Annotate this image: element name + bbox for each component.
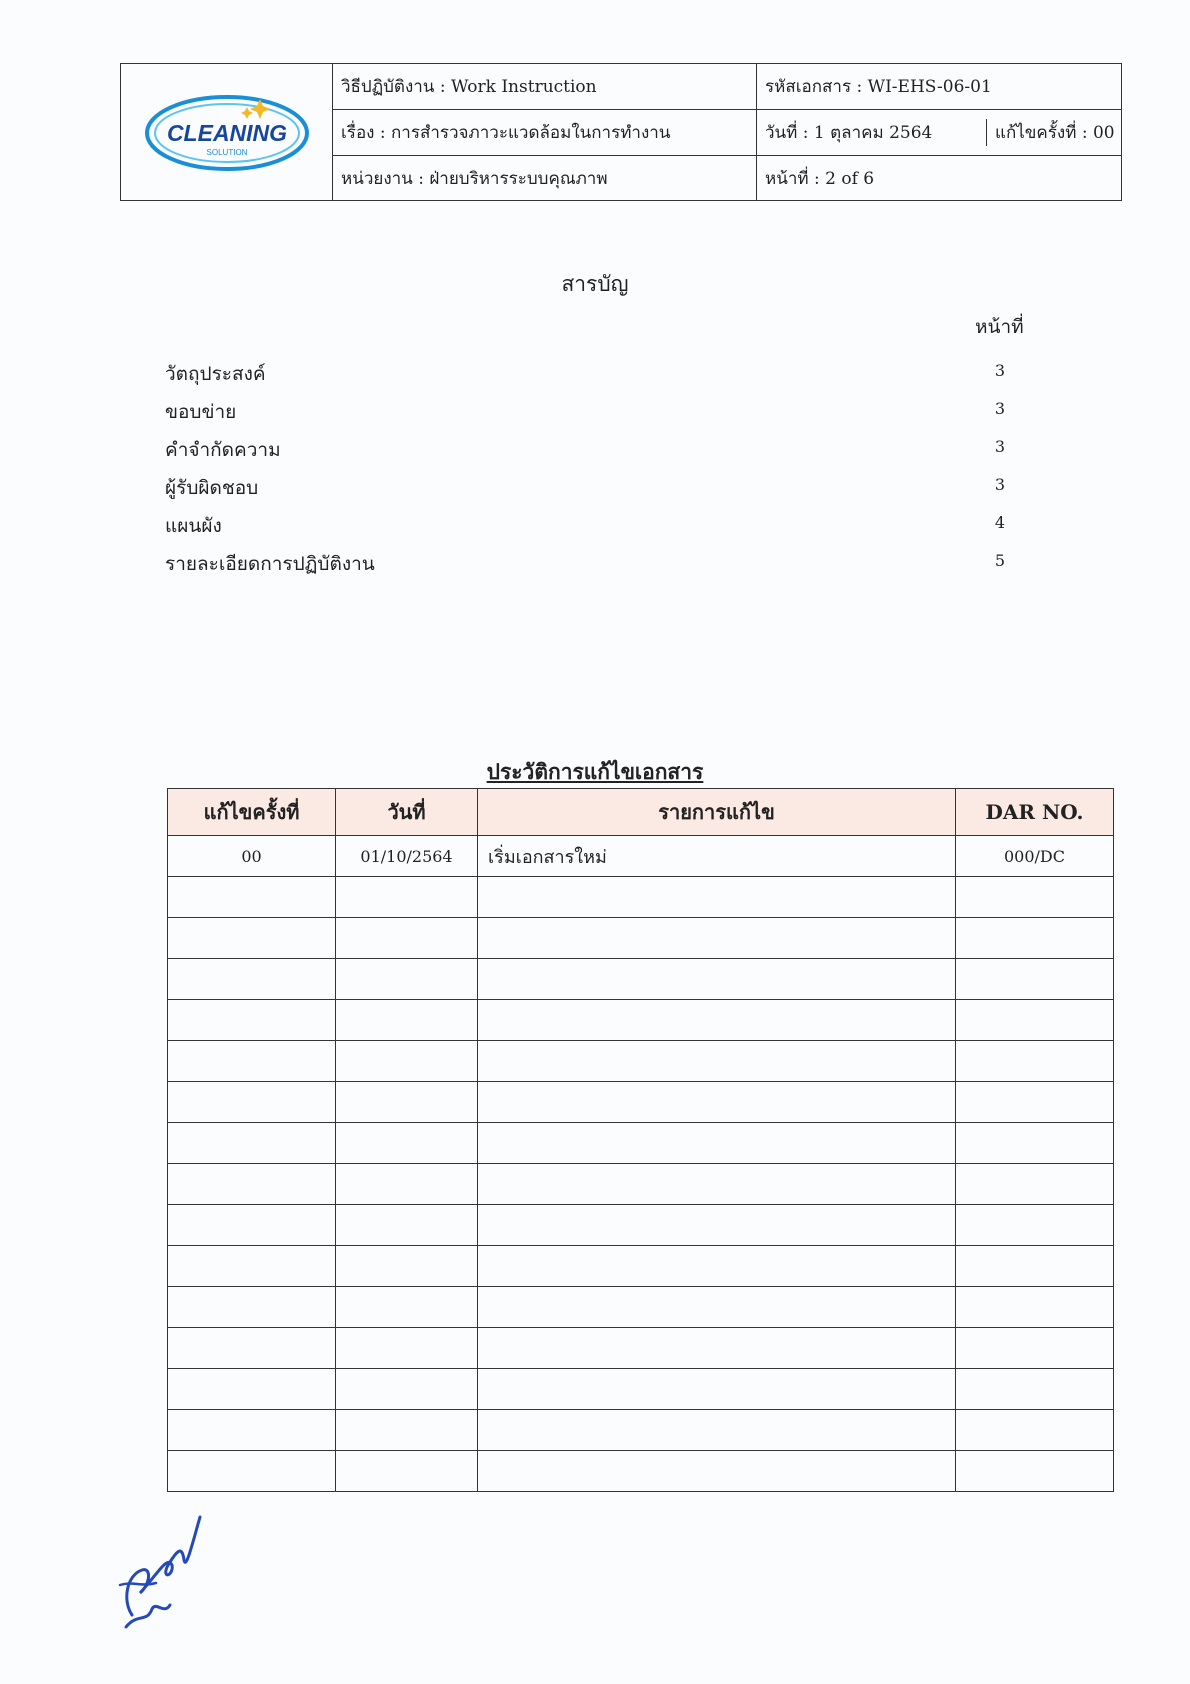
empty-cell: [336, 1082, 478, 1123]
empty-cell: [956, 1410, 1114, 1451]
table-row-empty: [168, 918, 1114, 959]
empty-cell: [956, 1451, 1114, 1492]
empty-cell: [336, 1328, 478, 1369]
empty-cell: [478, 1000, 956, 1041]
empty-cell: [478, 1328, 956, 1369]
empty-cell: [956, 959, 1114, 1000]
toc-item-label: วัตถุประสงค์: [165, 363, 266, 385]
empty-cell: [168, 1451, 336, 1492]
empty-cell: [478, 1451, 956, 1492]
empty-cell: [956, 1164, 1114, 1205]
signature-image: [112, 1505, 212, 1635]
doc-department: หน่วยงาน : ฝ่ายบริหารระบบคุณภาพ: [333, 156, 757, 200]
company-logo: [121, 64, 333, 200]
empty-cell: [478, 1041, 956, 1082]
empty-cell: [956, 1041, 1114, 1082]
empty-cell: [168, 877, 336, 918]
empty-cell: [336, 1369, 478, 1410]
toc-item-page: 3: [994, 360, 1006, 380]
empty-cell: [956, 1328, 1114, 1369]
table-row-empty: [168, 1000, 1114, 1041]
doc-subject: เรื่อง : การสำรวจภาวะแวดล้อมในการทำงาน: [333, 110, 757, 156]
empty-cell: [168, 1000, 336, 1041]
table-row-empty: [168, 1410, 1114, 1451]
signature: [112, 1505, 212, 1639]
cell-dar-no: 000/DC: [956, 836, 1114, 877]
cell-description: เริ่มเอกสารใหม่: [478, 836, 956, 877]
toc-item-page: 5: [994, 550, 1006, 570]
empty-cell: [956, 1123, 1114, 1164]
empty-cell: [336, 1041, 478, 1082]
empty-cell: [478, 1123, 956, 1164]
toc-item: [165, 431, 1015, 469]
empty-cell: [956, 1082, 1114, 1123]
toc-item-label: ผู้รับผิดชอบ: [165, 477, 259, 499]
empty-cell: [336, 1287, 478, 1328]
toc-item: [165, 393, 1015, 431]
cell-revision: 00: [168, 836, 336, 877]
toc-item-page: 3: [994, 436, 1006, 456]
empty-cell: [478, 1369, 956, 1410]
empty-cell: [956, 877, 1114, 918]
empty-cell: [478, 959, 956, 1000]
col-header-dar-no: DAR NO.: [956, 789, 1114, 836]
empty-cell: [478, 1410, 956, 1451]
empty-cell: [956, 1246, 1114, 1287]
toc-item: [165, 355, 1015, 393]
table-row-empty: [168, 877, 1114, 918]
empty-cell: [168, 918, 336, 959]
empty-cell: [956, 918, 1114, 959]
doc-type: วิธีปฏิบัติงาน : Work Instruction: [333, 64, 757, 110]
logo-sub-text: SOLUTION: [206, 148, 247, 157]
table-row-empty: [168, 959, 1114, 1000]
table-row-empty: [168, 1082, 1114, 1123]
table-row-empty: [168, 1328, 1114, 1369]
toc-title: สารบัญ: [561, 272, 629, 296]
col-header-revision: แก้ไขครั้งที่: [168, 789, 336, 836]
toc-item-label: ขอบข่าย: [165, 401, 237, 423]
empty-cell: [478, 1205, 956, 1246]
table-row: [168, 836, 1114, 877]
table-row-empty: [168, 1369, 1114, 1410]
empty-cell: [168, 1123, 336, 1164]
date-revision-cell: [757, 110, 1121, 156]
empty-cell: [168, 1246, 336, 1287]
empty-cell: [168, 1328, 336, 1369]
toc-item-page: 3: [994, 474, 1006, 494]
cell-date: 01/10/2564: [336, 836, 478, 877]
document-header: [120, 63, 1122, 201]
toc-item-label: แผนผัง: [165, 515, 222, 537]
empty-cell: [478, 1164, 956, 1205]
empty-cell: [168, 1410, 336, 1451]
empty-cell: [336, 1000, 478, 1041]
toc-item: [165, 545, 1015, 583]
empty-cell: [478, 1246, 956, 1287]
empty-cell: [478, 1082, 956, 1123]
col-header-date: วันที่: [336, 789, 478, 836]
table-row-empty: [168, 1123, 1114, 1164]
empty-cell: [168, 1205, 336, 1246]
empty-cell: [956, 1369, 1114, 1410]
empty-cell: [956, 1287, 1114, 1328]
doc-page: หน้าที่ : 2 of 6: [765, 168, 875, 189]
table-row-empty: [168, 1041, 1114, 1082]
toc-item-page: 3: [994, 398, 1006, 418]
empty-cell: [336, 1451, 478, 1492]
toc-item-label: รายละเอียดการปฏิบัติงาน: [165, 553, 375, 575]
table-row-empty: [168, 1246, 1114, 1287]
table-row-empty: [168, 1205, 1114, 1246]
table-row-empty: [168, 1287, 1114, 1328]
empty-cell: [336, 1164, 478, 1205]
empty-cell: [336, 1123, 478, 1164]
empty-cell: [336, 1410, 478, 1451]
col-header-description: รายการแก้ไข: [478, 789, 956, 836]
toc-page-heading: หน้าที่: [975, 316, 1024, 338]
doc-date: วันที่ : 1 ตุลาคม 2564: [757, 119, 987, 146]
toc-list: [165, 355, 1015, 583]
empty-cell: [478, 1287, 956, 1328]
table-header-row: [168, 789, 1114, 836]
empty-cell: [336, 1205, 478, 1246]
table-row-empty: [168, 1451, 1114, 1492]
toc-item: [165, 469, 1015, 507]
toc-item-label: คำจำกัดความ: [165, 439, 281, 461]
empty-cell: [478, 918, 956, 959]
empty-cell: [168, 1369, 336, 1410]
revision-history-table: [167, 788, 1114, 1492]
empty-cell: [336, 918, 478, 959]
table-row-empty: [168, 1164, 1114, 1205]
empty-cell: [336, 877, 478, 918]
toc-item: [165, 507, 1015, 545]
logo-brand-text: CLEANING: [166, 120, 287, 146]
revision-history-title: ประวัติการแก้ไขเอกสาร: [486, 759, 704, 784]
empty-cell: [168, 1287, 336, 1328]
empty-cell: [956, 1000, 1114, 1041]
cleaning-logo-icon: [142, 87, 312, 177]
empty-cell: [168, 1164, 336, 1205]
empty-cell: [168, 1082, 336, 1123]
doc-code: รหัสเอกสาร : WI-EHS-06-01: [757, 64, 1121, 110]
toc-item-page: 4: [994, 512, 1006, 532]
empty-cell: [168, 959, 336, 1000]
empty-cell: [336, 1246, 478, 1287]
empty-cell: [168, 1041, 336, 1082]
empty-cell: [956, 1205, 1114, 1246]
empty-cell: [478, 877, 956, 918]
empty-cell: [336, 959, 478, 1000]
doc-revision: แก้ไขครั้งที่ : 00: [995, 123, 1115, 143]
